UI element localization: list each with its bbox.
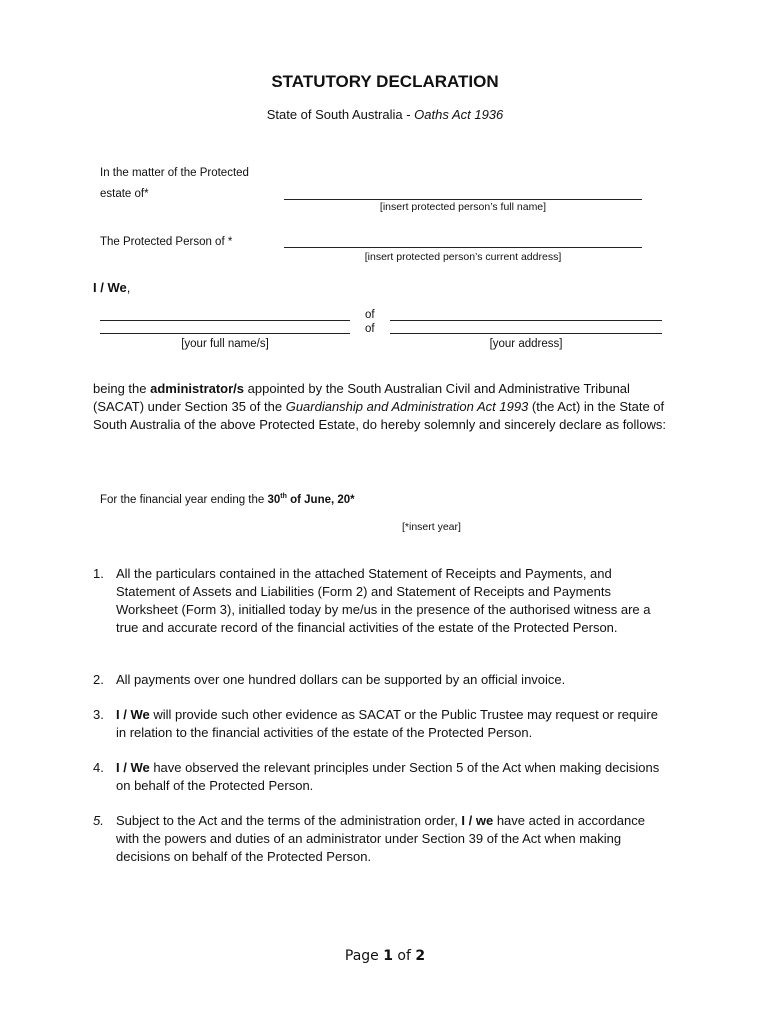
item-bold: I / we	[461, 813, 494, 828]
page-word: Page	[344, 948, 384, 964]
preamble-paragraph	[93, 380, 673, 434]
declarant-address-hint: [your address]	[489, 338, 563, 350]
subtitle-act: Oaths Act 1936	[414, 107, 504, 122]
protected-person-name-hint: [insert protected person’s full name]	[379, 201, 547, 213]
total-pages: 2	[415, 948, 426, 964]
item-text	[116, 671, 671, 689]
item-bold: I / We	[116, 760, 150, 775]
financial-year-text: For the financial year ending the	[100, 493, 268, 506]
document-subtitle	[0, 107, 770, 122]
matter-label-line2: estate of*	[100, 188, 149, 200]
declarant-label	[93, 279, 130, 297]
item-body: have acted in accordance with the powers and duties of an administrator under Section 39 of the Act when making decisions on behalf of the Protected Person.	[116, 813, 645, 864]
document-title: STATUTORY DECLARATION	[271, 72, 499, 91]
item-number: 4.	[93, 760, 104, 775]
preamble-act-title: Guardianship and Administration Act 1993	[285, 399, 529, 414]
protected-person-label: The Protected Person of *	[100, 236, 233, 248]
declarant-name-line-1	[100, 320, 350, 321]
subtitle-prefix: State of South Australia -	[266, 107, 415, 122]
item-text	[116, 759, 671, 795]
item-text	[116, 706, 671, 742]
protected-person-name-line	[284, 199, 642, 200]
declarant-name-hint: [your full name/s]	[181, 338, 269, 350]
insert-year-hint: [*insert year]	[402, 521, 461, 533]
preamble-text-2: appointed by the South Australian Civil and Administrative Tribunal (SACAT) under Section 35 of the	[93, 381, 630, 414]
preamble-text-3: (the Act) in the State of South Australia of the above Protected Estate, do hereby solemnly and sincerely declare as follows:	[93, 399, 667, 432]
item-body: have observed the relevant principles under Section 5 of the Act when making decisions on behalf of the Protected Person.	[116, 760, 660, 793]
page-indicator	[0, 948, 770, 964]
item-number: 3.	[93, 707, 104, 722]
current-page: 1	[383, 948, 393, 964]
financial-year-line	[100, 493, 355, 506]
item-number: 5.	[93, 813, 104, 828]
declarant-address-line-2	[390, 333, 662, 334]
protected-person-address-line	[284, 247, 642, 248]
item-text	[116, 812, 671, 866]
declarant-name-line-2	[100, 333, 350, 334]
matter-label-line1: In the matter of the Protected	[100, 167, 249, 179]
of-label-2: of	[365, 323, 375, 335]
item-text	[116, 565, 671, 637]
preamble-text-1: being the	[93, 381, 151, 396]
item-body: will provide such other evidence as SACAT or the Public Trustee may request or require in relation to the financial activities of the estate of the Protected Person.	[116, 707, 658, 740]
item-number: 2.	[93, 672, 104, 687]
item-number: 1.	[93, 566, 104, 581]
preamble-administrator: administrator/s	[150, 381, 245, 396]
declarant-label-bold: I / We	[93, 280, 127, 295]
item-body: All the particulars contained in the attached Statement of Receipts and Payments, and Statement of Assets and Liabilities (Form 2) and Statement of Receipts and Payments Worksheet (Form 3), initialled today by me/us in the presence of the authorised witness are a true and accurate record of the financial activities of the estate of the Protected Person.	[116, 566, 651, 635]
financial-year-rest: of June, 20*	[286, 493, 355, 506]
financial-year-day: 30	[267, 493, 281, 506]
item-pre: Subject to the Act and the terms of the administration order,	[116, 813, 462, 828]
of-label-1: of	[365, 309, 375, 321]
item-body: All payments over one hundred dollars can be supported by an official invoice.	[116, 672, 566, 687]
protected-person-address-hint: [insert protected person’s current address]	[364, 251, 562, 263]
item-bold: I / We	[116, 707, 150, 722]
declarant-address-line-1	[390, 320, 662, 321]
declarant-label-suffix: ,	[126, 280, 131, 295]
of-word: of	[392, 948, 416, 964]
financial-year-sup: th	[280, 493, 287, 500]
